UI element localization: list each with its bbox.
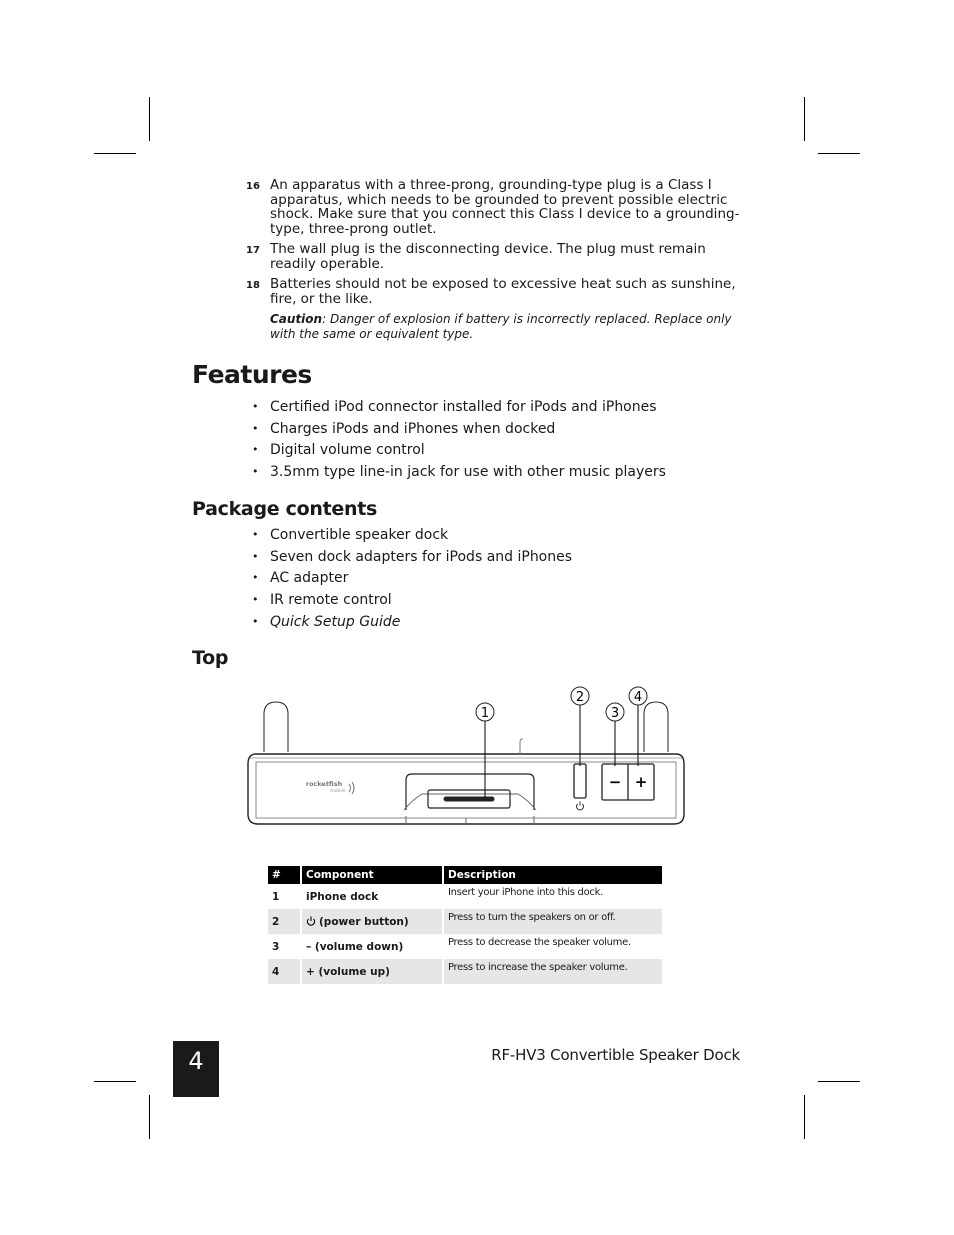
list-item: • 3.5mm type line-in jack for use with other music players [252, 463, 666, 485]
component-name-cell [301, 909, 443, 934]
crop-mark [149, 1095, 150, 1139]
table-row [268, 884, 662, 909]
page-number-tab [173, 1041, 219, 1097]
column-header: # [268, 866, 301, 884]
component-description: Press to decrease the speaker volume. [448, 937, 631, 948]
item-number: 16 [246, 181, 260, 192]
caution-note [246, 312, 746, 341]
list-item: • Quick Setup Guide [252, 613, 572, 635]
callout-3-label: 3 [610, 706, 620, 721]
right-post [644, 702, 668, 752]
volume-down-label: − [608, 773, 622, 791]
item-number: 17 [246, 245, 260, 256]
safety-instructions [246, 178, 746, 341]
crop-mark [818, 1081, 860, 1082]
footer-title: RF-HV3 Convertible Speaker Dock [491, 1046, 740, 1064]
column-header: Description [443, 866, 662, 884]
top-heading: Top [192, 647, 229, 669]
left-post [264, 702, 288, 752]
crop-mark [804, 1095, 805, 1139]
item-text: An apparatus with a three-prong, grounding-type plug is a Class I apparatus, which needs to be grounded to prevent possible electric shock. Make sure that you connect this Class I device to a grounding-type, three-prong outlet. [270, 177, 740, 237]
package-contents-heading: Package contents [192, 498, 377, 520]
row-number: 2 [268, 909, 301, 934]
callout-2-label: 2 [575, 690, 585, 705]
component-name: – (volume down) [301, 934, 443, 959]
list-item: • Charges iPods and iPhones when docked [252, 420, 666, 442]
brand-logo-sub: mobile [330, 789, 346, 794]
dock-well [406, 774, 534, 810]
callout-4-label: 4 [633, 690, 643, 705]
crop-mark [94, 153, 136, 154]
component-description: Insert your iPhone into this dock. [448, 887, 603, 898]
power-icon [306, 916, 316, 926]
features-list [252, 398, 666, 485]
item-text: Batteries should not be exposed to excessive heat such as sunshine, fire, or the like. [270, 276, 736, 307]
component-name: iPhone dock [301, 884, 443, 909]
list-item: • Certified iPod connector installed for iPods and iPhones [252, 398, 666, 420]
list-item: • IR remote control [252, 591, 572, 613]
caution-label: Caution [270, 312, 323, 326]
list-item: • Convertible speaker dock [252, 526, 572, 548]
brand-logo-text: rocketfish [305, 780, 343, 788]
component-description: Press to increase the speaker volume. [443, 959, 662, 984]
callout-1-label: 1 [480, 706, 490, 721]
power-button [574, 764, 586, 798]
component-table [268, 866, 662, 984]
table-row [268, 934, 662, 959]
column-header: Component [301, 866, 443, 884]
item-text: The wall plug is the disconnecting device. The plug must remain readily operable. [270, 241, 706, 272]
safety-item [246, 277, 746, 306]
crop-mark [804, 97, 805, 141]
list-item: • AC adapter [252, 569, 572, 591]
safety-item [246, 242, 746, 271]
table-row [268, 909, 662, 934]
table-row [268, 959, 662, 984]
safety-item [246, 178, 746, 236]
speaker-dock-top-illustration [244, 684, 694, 829]
package-contents-list [252, 526, 572, 634]
component-name: + (volume up) [301, 959, 443, 984]
crop-mark [94, 1081, 136, 1082]
list-item: • Digital volume control [252, 441, 666, 463]
volume-up-label: + [634, 773, 648, 791]
caution-text: : Danger of explosion if battery is incorrectly replaced. Replace only with the same or equivalent type. [270, 312, 732, 341]
page-number: 4 [188, 1047, 204, 1075]
crop-mark [149, 97, 150, 141]
row-number: 4 [268, 959, 301, 984]
table-header-row [268, 866, 662, 884]
crop-mark [818, 153, 860, 154]
component-name: (power button) [319, 915, 409, 928]
item-number: 18 [246, 280, 260, 291]
power-icon [577, 802, 584, 810]
list-item: • Seven dock adapters for iPods and iPhones [252, 548, 572, 570]
row-number: 1 [268, 884, 301, 909]
features-heading: Features [192, 360, 312, 389]
row-number: 3 [268, 934, 301, 959]
component-description: Press to turn the speakers on or off. [443, 909, 662, 934]
